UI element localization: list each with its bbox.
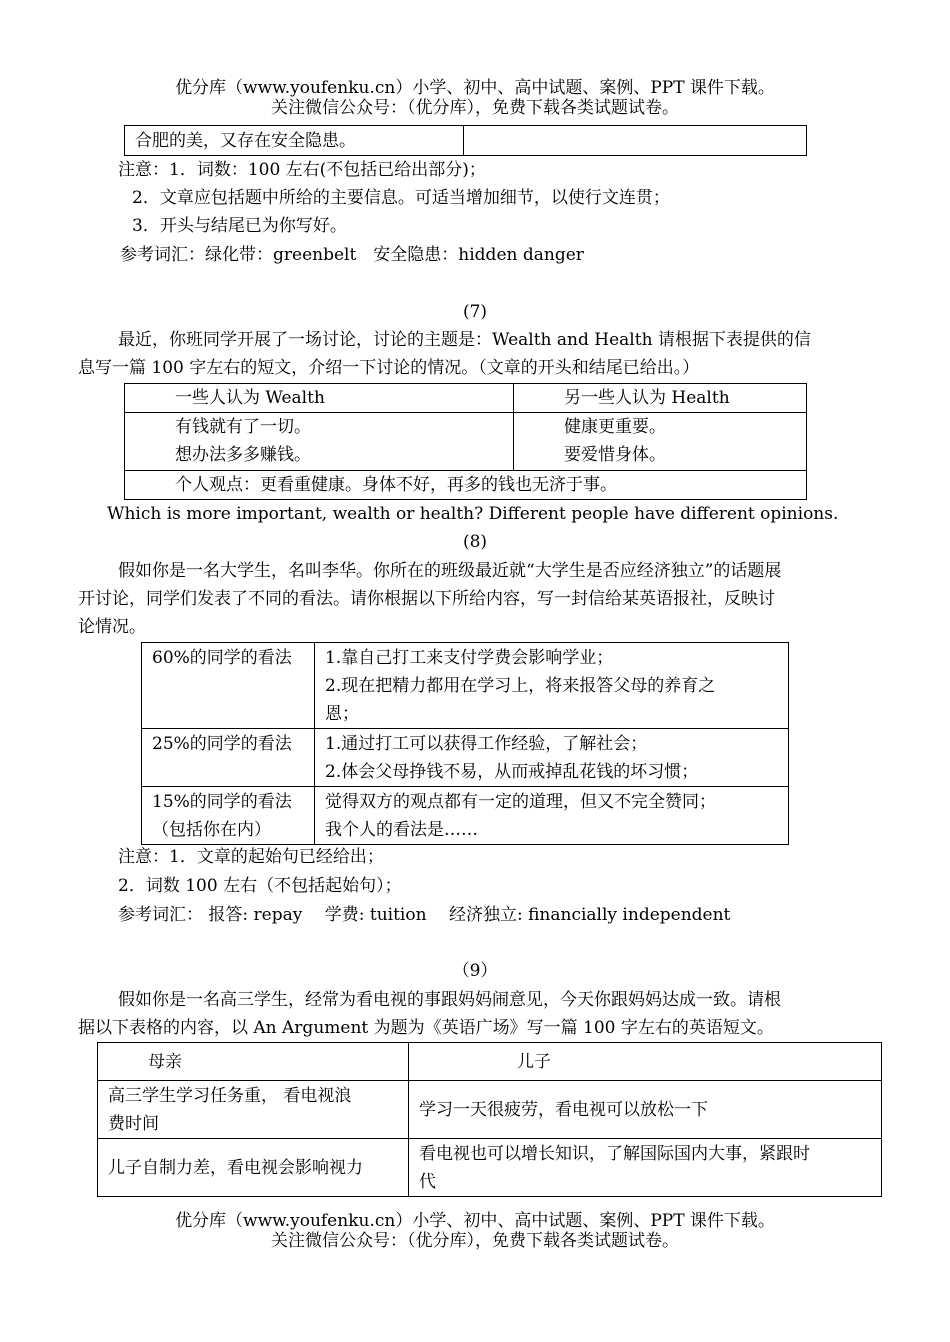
sec9-row-2-right: 看电视也可以增长知识，了解国际国内大事，紧跟时 代	[409, 1139, 882, 1197]
sec9-row-2-left: 儿子自制力差，看电视会影响视力	[98, 1139, 409, 1197]
sec9-para-line-1: 假如你是一名高三学生，经常为看电视的事跟妈妈闹意见，今天你跟妈妈达成一致。请根	[118, 990, 781, 1010]
sec7-personal-view: 个人观点：更看重健康。身体不好，再多的钱也无济于事。	[125, 471, 807, 500]
sec7-health-cell	[514, 413, 807, 471]
sec8-para-line-1: 假如你是一名大学生，名叫李华。你所在的班级最近就“大学生是否应经济独立”的话题展	[118, 561, 782, 581]
sec6-cell-right	[464, 126, 807, 156]
sec8-number: (8)	[462, 532, 488, 552]
sec8-row-1-left: 60%的同学的看法	[142, 643, 315, 729]
sec7-wealth-line: 想办法多多赚钱。	[175, 445, 311, 465]
sec9-row-1-right: 学习一天很疲劳，看电视可以放松一下	[409, 1081, 882, 1139]
sec6-cell-left: 合肥的美，又存在安全隐患。	[125, 126, 464, 156]
sec7-number: (7)	[462, 302, 488, 322]
sec7-para-line-2: 息写一篇 100 字左右的短文，介绍一下讨论的情况。（文章的开头和结尾已给出。）	[78, 358, 700, 378]
footer-line-2: 关注微信公众号：（优分库），免费下载各类试题试卷。	[271, 1231, 679, 1251]
sec8-row-2-right: 1.通过打工可以获得工作经验，了解社会； 2.体会父母挣钱不易，从而戒掉乱花钱的坏习惯；	[315, 729, 789, 787]
header-line-1: 优分库（www.youfenku.cn）小学、初中、高中试题、案例、PPT 课件下载。	[175, 78, 775, 98]
sec8-row-1-right: 1.靠自己打工来支付学费会影响学业； 2.现在把精力都用在学习上，将来报答父母的养育之 恩；	[315, 643, 789, 729]
sec8-row-3-right: 觉得双方的观点都有一定的道理，但又不完全赞同； 我个人的看法是……	[315, 787, 789, 845]
sec9-table	[97, 1042, 882, 1197]
sec6-note-3: 3．开头与结尾已为你写好。	[132, 216, 347, 236]
sec8-row-3-left: 15%的同学的看法 （包括你在内）	[142, 787, 315, 845]
sec6-note-2: 2．文章应包括题中所给的主要信息。可适当增加细节，以使行文连贯；	[132, 188, 670, 208]
header-line-2: 关注微信公众号：（优分库），免费下载各类试题试卷。	[271, 98, 679, 118]
sec9-head-right: 儿子	[409, 1043, 882, 1081]
sec7-head-right: 另一些人认为 Health	[514, 384, 807, 413]
sec7-table	[124, 383, 807, 500]
sec8-table	[141, 642, 789, 845]
sec8-note-2: 2．词数 100 左右（不包括起始句）；	[118, 876, 402, 896]
sec7-health-line: 要爱惜身体。	[564, 445, 666, 465]
sec7-head-left: 一些人认为 Wealth	[125, 384, 514, 413]
sec7-para-line-1: 最近，你班同学开展了一场讨论，讨论的主题是：Wealth and Health 请根据下表提供的信	[118, 330, 811, 350]
sec7-wealth-cell	[125, 413, 514, 471]
sec9-row-1-left: 高三学生学习任务重， 看电视浪 费时间	[98, 1081, 409, 1139]
footer-line-1: 优分库（www.youfenku.cn）小学、初中、高中试题、案例、PPT 课件下载。	[175, 1211, 775, 1231]
sec7-wealth-line: 有钱就有了一切。	[175, 417, 311, 437]
sec6-table	[124, 125, 807, 156]
sec8-row-2-left: 25%的同学的看法	[142, 729, 315, 787]
sec9-number: （9）	[452, 961, 498, 981]
sec6-note-1: 注意：1．词数：100 左右(不包括已给出部分)；	[118, 160, 486, 180]
sec8-note-1: 注意：1．文章的起始句已经给出；	[118, 847, 384, 867]
sec9-head-left: 母亲	[98, 1043, 409, 1081]
sec8-vocab: 参考词汇： 报答: repay 学费: tuition 经济独立: financially independent	[118, 905, 731, 925]
sec8-para-line-3: 论情况。	[78, 617, 146, 637]
sec9-para-line-2: 据以下表格的内容，以 An Argument 为题为《英语广场》写一篇 100 字左右的英语短文。	[78, 1018, 774, 1038]
sec8-para-line-2: 开讨论，同学们发表了不同的看法。请你根据以下所给内容，写一封信给某英语报社，反映讨	[78, 589, 775, 609]
sec6-vocab: 参考词汇：绿化带：greenbelt 安全隐患：hidden danger	[120, 245, 584, 265]
sec7-health-line: 健康更重要。	[564, 417, 666, 437]
sec7-opening-sentence: Which is more important, wealth or health? Different people have different opinions.	[107, 504, 839, 524]
